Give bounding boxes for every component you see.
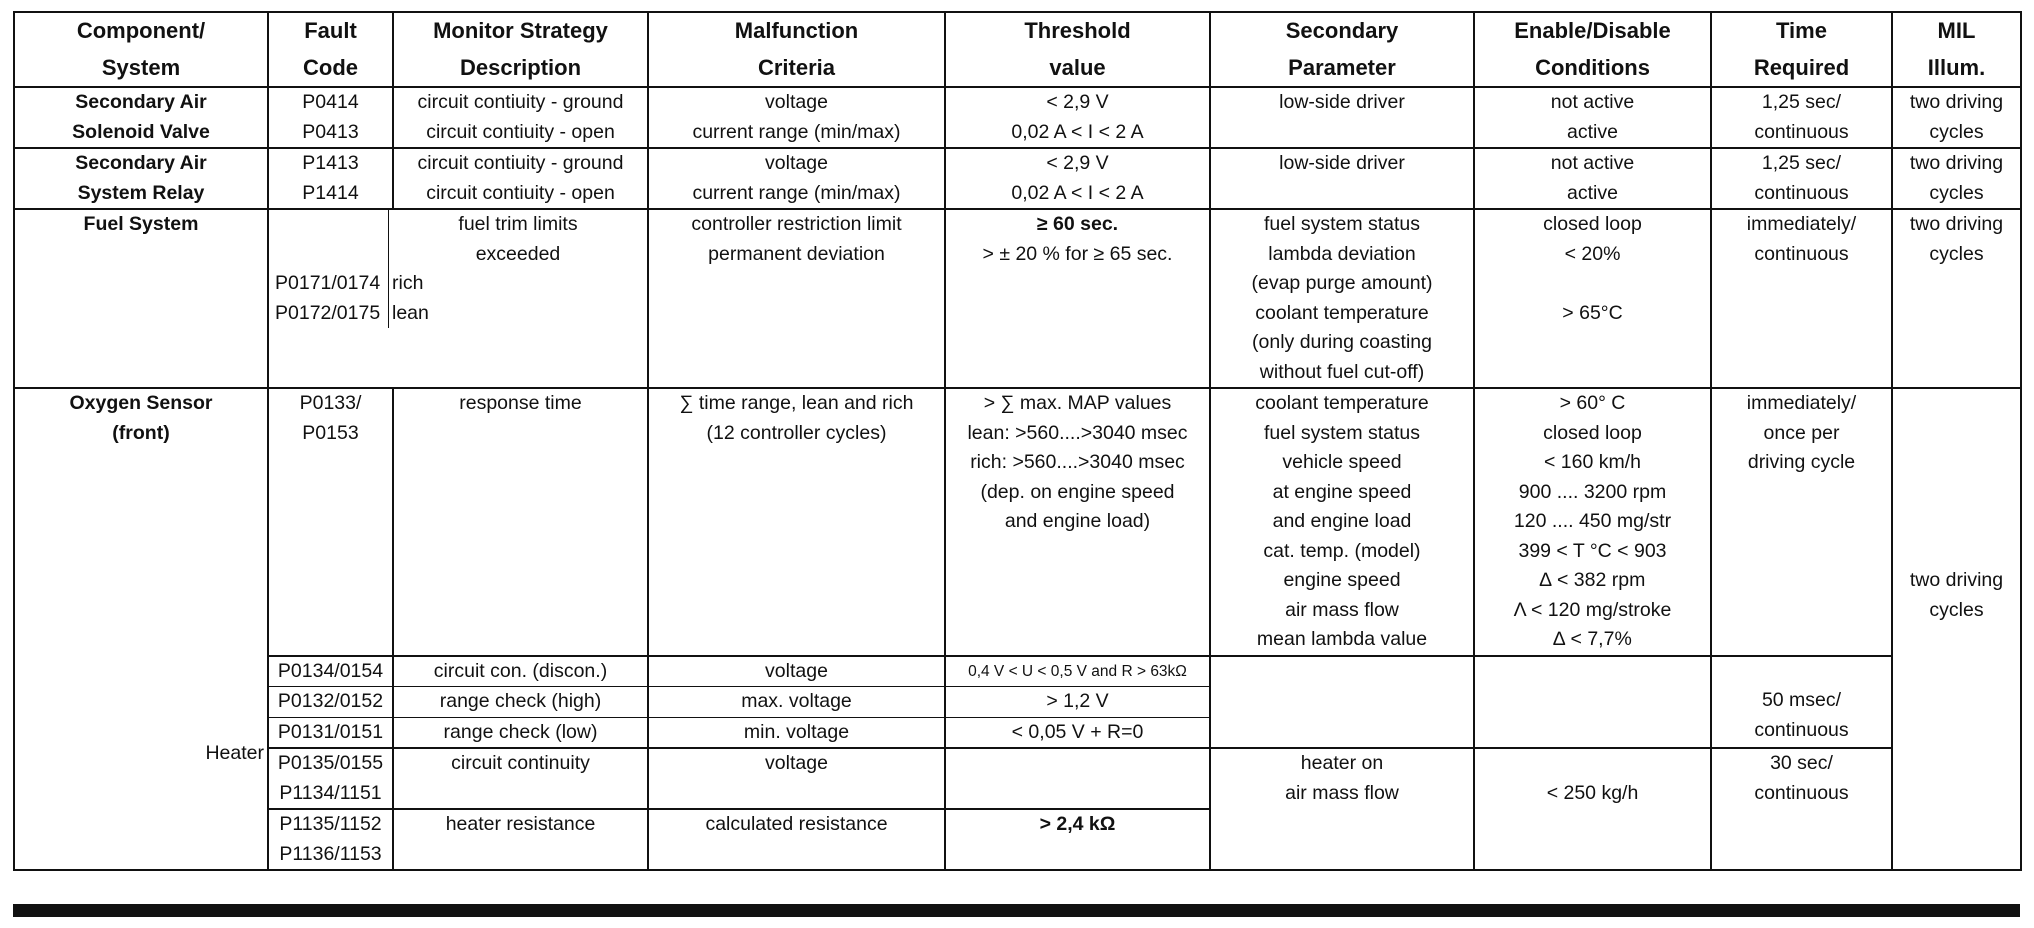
component-cell: Fuel System: [14, 209, 268, 388]
fuel-code-column: [269, 210, 389, 328]
heater-label: Heater: [205, 742, 264, 764]
monitor-cell: circuit contiuity - ground circuit contiuity - open: [393, 148, 648, 209]
fault-code-cell: P1413 P1414: [268, 148, 393, 209]
fault-code-cell: P0133/ P0153: [268, 388, 393, 656]
lean-label: lean: [392, 301, 429, 324]
row-secondary-air-relay: [14, 148, 2021, 209]
row-o2-response: [14, 388, 2021, 656]
component-cell: Secondary Air Solenoid Valve: [14, 87, 268, 148]
enable-cell: > 60° C closed loop < 160 km/h 900 .... 3200 rpm 120 .... 450 mg/str 399 < T °C < 903 ∆ < 382 rpm Λ < 120 mg/stroke ∆ < 7,7%: [1474, 388, 1711, 656]
time-cell: 50 msec/ continuous: [1711, 656, 1892, 749]
fault-code-cell: P0134/0154 P0132/0152 P0131/0151: [268, 656, 393, 749]
fault-code-lean: P0172/0175: [275, 301, 381, 324]
enable-cell: [1474, 656, 1711, 749]
threshold-cell: 0,4 V < U < 0,5 V and R > 63kΩ > 1,2 V < 0,05 V + R=0: [945, 656, 1210, 749]
bottom-rule: [13, 904, 2020, 917]
header-fault-code: Fault Code: [268, 12, 393, 87]
row-o2-heater: [14, 748, 2021, 809]
time-cell: 1,25 sec/ continuous: [1711, 148, 1892, 209]
row-fuel-system: [14, 209, 2021, 388]
enable-cell: not active active: [1474, 148, 1711, 209]
header-component: Component/ System: [14, 12, 268, 87]
secondary-cell: low-side driver: [1210, 148, 1474, 209]
threshold-cell: ≥ 60 sec. > ± 20 % for ≥ 65 sec.: [945, 209, 1210, 388]
secondary-cell: coolant temperature fuel system status vehicle speed at engine speed and engine load cat. temp. (model) engine speed air mass flow mean lambda value: [1210, 388, 1474, 656]
header-time: Time Required: [1711, 12, 1892, 87]
rich-label: rich: [392, 272, 424, 294]
row-secondary-air-valve: [14, 87, 2021, 148]
criteria-cell: voltage max. voltage min. voltage: [648, 656, 945, 749]
fuel-monitor-column: fuel trim limits exceeded rich lean: [388, 210, 647, 328]
time-cell: immediately/ once per driving cycle: [1711, 388, 1892, 656]
header-threshold: Threshold value: [945, 12, 1210, 87]
enable-cell: < 250 kg/h: [1474, 748, 1711, 870]
fault-code-cell: P0135/0155 P1134/1151: [268, 748, 393, 809]
component-cell: Oxygen Sensor (front) Heater: [14, 388, 268, 870]
header-mil: MIL Illum.: [1892, 12, 2021, 87]
criteria-cell: voltage: [648, 748, 945, 809]
criteria-cell: voltage current range (min/max): [648, 148, 945, 209]
secondary-cell: low-side driver: [1210, 87, 1474, 148]
criteria-cell: ∑ time range, lean and rich (12 controller cycles): [648, 388, 945, 656]
threshold-cell: [945, 748, 1210, 809]
criteria-cell: calculated resistance: [648, 809, 945, 870]
monitor-cell: circuit con. (discon.) range check (high) range check (low): [393, 656, 648, 749]
time-cell: immediately/ continuous: [1711, 209, 1892, 388]
header-row: [14, 12, 2021, 87]
threshold-cell: > 2,4 kΩ: [945, 809, 1210, 870]
header-secondary: Secondary Parameter: [1210, 12, 1474, 87]
component-cell: Secondary Air System Relay: [14, 148, 268, 209]
row-o2-circuit: [14, 656, 2021, 749]
criteria-cell: voltage current range (min/max): [648, 87, 945, 148]
time-cell: 30 sec/ continuous: [1711, 748, 1892, 870]
monitor-cell: circuit continuity: [393, 748, 648, 809]
fault-code-cell: P0414 P0413: [268, 87, 393, 148]
fuel-code-monitor-cell: [268, 209, 648, 388]
monitor-cell: heater resistance: [393, 809, 648, 870]
mil-cell: two driving cycles: [1892, 388, 2021, 870]
mil-cell: two driving cycles: [1892, 148, 2021, 209]
threshold-cell: < 2,9 V 0,02 A < I < 2 A: [945, 148, 1210, 209]
fault-code-cell: P1135/1152 P1136/1153: [268, 809, 393, 870]
header-enable: Enable/Disable Conditions: [1474, 12, 1711, 87]
secondary-cell: [1210, 656, 1474, 749]
diagnostic-table: [13, 11, 2022, 871]
secondary-cell: fuel system status lambda deviation (evap purge amount) coolant temperature (only during coasting without fuel cut-off): [1210, 209, 1474, 388]
mil-cell: two driving cycles: [1892, 87, 2021, 148]
fault-code-rich: P0171/0174: [275, 272, 381, 294]
time-cell: 1,25 sec/ continuous: [1711, 87, 1892, 148]
header-malfunction-criteria: Malfunction Criteria: [648, 12, 945, 87]
mil-cell: two driving cycles: [1892, 209, 2021, 388]
monitor-cell: response time: [393, 388, 648, 656]
enable-cell: closed loop < 20% > 65°C: [1474, 209, 1711, 388]
header-monitor-strategy: Monitor Strategy Description: [393, 12, 648, 87]
monitor-cell: circuit contiuity - ground circuit contiuity - open: [393, 87, 648, 148]
threshold-cell: > ∑ max. MAP values lean: >560....>3040 msec rich: >560....>3040 msec (dep. on engine speed and engine load): [945, 388, 1210, 656]
enable-cell: not active active: [1474, 87, 1711, 148]
threshold-cell: < 2,9 V 0,02 A < I < 2 A: [945, 87, 1210, 148]
criteria-cell: controller restriction limit permanent deviation: [648, 209, 945, 388]
secondary-cell: heater on air mass flow: [1210, 748, 1474, 870]
